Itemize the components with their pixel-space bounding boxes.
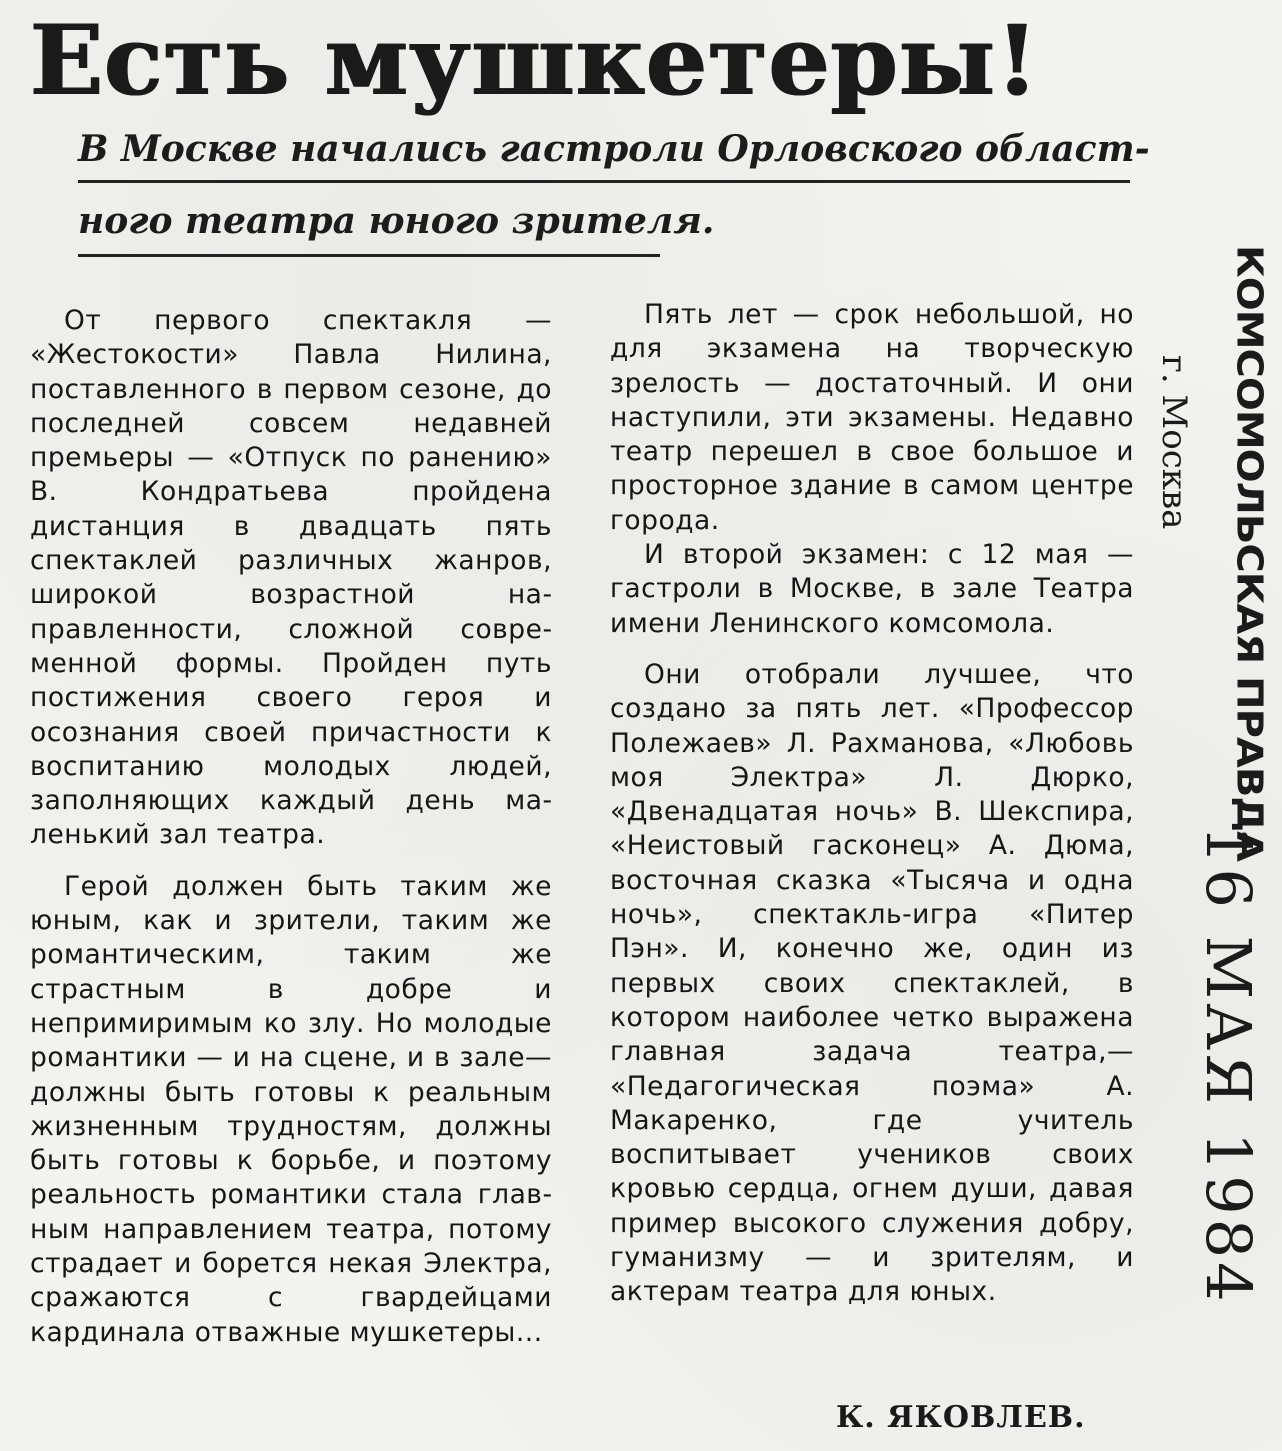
paragraph: От первого спектакля — «Жестокости» Павла Нилина, поставленного в первом сезоне, до последней совсем недавней премьеры — «Отпуск по ранению» В. Кондратьева пройдена дистанция в двадцать пять спектаклей различных жанров, широкой возрастной направленности, сложной современной формы. Пройден путь постижения своего героя и осознания своей причастности к воспитанию молодых людей, заполняющих каждый день маленький зал театра. bbox=[30, 305, 552, 851]
subheadline bbox=[78, 128, 1150, 272]
stamp-date: 16 МАЯ 1984 bbox=[1192, 825, 1265, 1306]
paragraph: И второй экзамен: с 12 мая — гастроли в Москве, в зале Театра имени Ленинского комсомола. bbox=[610, 539, 1134, 639]
subhead-line-1: В Москве начались гастроли Орловского област- bbox=[78, 128, 1150, 170]
headline: Есть мушкетеры! bbox=[30, 4, 1040, 117]
paragraph: Они отобрали лучшее, что создано за пять лет. «Профессор Полежаев» Л. Рахманова, «Любовь моя Электра» Л. Дюрко, «Двенадцатая ночь» В. Шекспира, «Неистовый гасконец» А. Дюма, восточная сказка «Тысяча и одна ночь», спектакль-игра «Питер Пэн». И, конечно же, один из первых своих спектаклей, в котором наиболее четко выражена главная задача театра,— «Педагогическая поэма» А. Макаренко, где учитель воспитывает учеников своих кровью сердца, огнем души, давая пример высокого служения добру, гуманизму — и зрителям, и актерам театра для юных. bbox=[610, 658, 1134, 1308]
archive-stamp bbox=[1150, 245, 1280, 1306]
paragraph: Герой должен быть таким же юным, как и зрители, таким же романтическим, таким же страстным в добре и непримиримым ко злу. Но молодые романтики — и на сцене, и в зале—должны быть готовы к реальным жизненным трудностям, должны быть готовы к борьбе, и поэтому реальность романтики стала главным направлением театра, потому страдает и борется некая Электра, сражаются с гвардейцами кардинала отважные мушкетеры... bbox=[30, 870, 552, 1348]
subhead-underline-2 bbox=[78, 254, 660, 257]
subhead-underline-1 bbox=[78, 180, 1130, 183]
article-column-right bbox=[610, 298, 1134, 1310]
article-column-left bbox=[30, 304, 552, 1350]
stamp-city: г. Москва bbox=[1154, 355, 1194, 530]
stamp-newspaper-name: КОМСОМОЛЬСКАЯ ПРАВДА bbox=[1228, 245, 1270, 861]
author-signature: К. ЯКОВЛЕВ. bbox=[836, 1400, 1086, 1435]
subhead-line-2: ного театра юного зрителя. bbox=[78, 200, 715, 242]
paragraph: Пять лет — срок небольшой, но для экзамена на творческую зрелость — достаточный. И они наступили, эти экзамены. Недавно театр перешел в свое большое и просторное здание в самом центре города. bbox=[610, 299, 1134, 536]
